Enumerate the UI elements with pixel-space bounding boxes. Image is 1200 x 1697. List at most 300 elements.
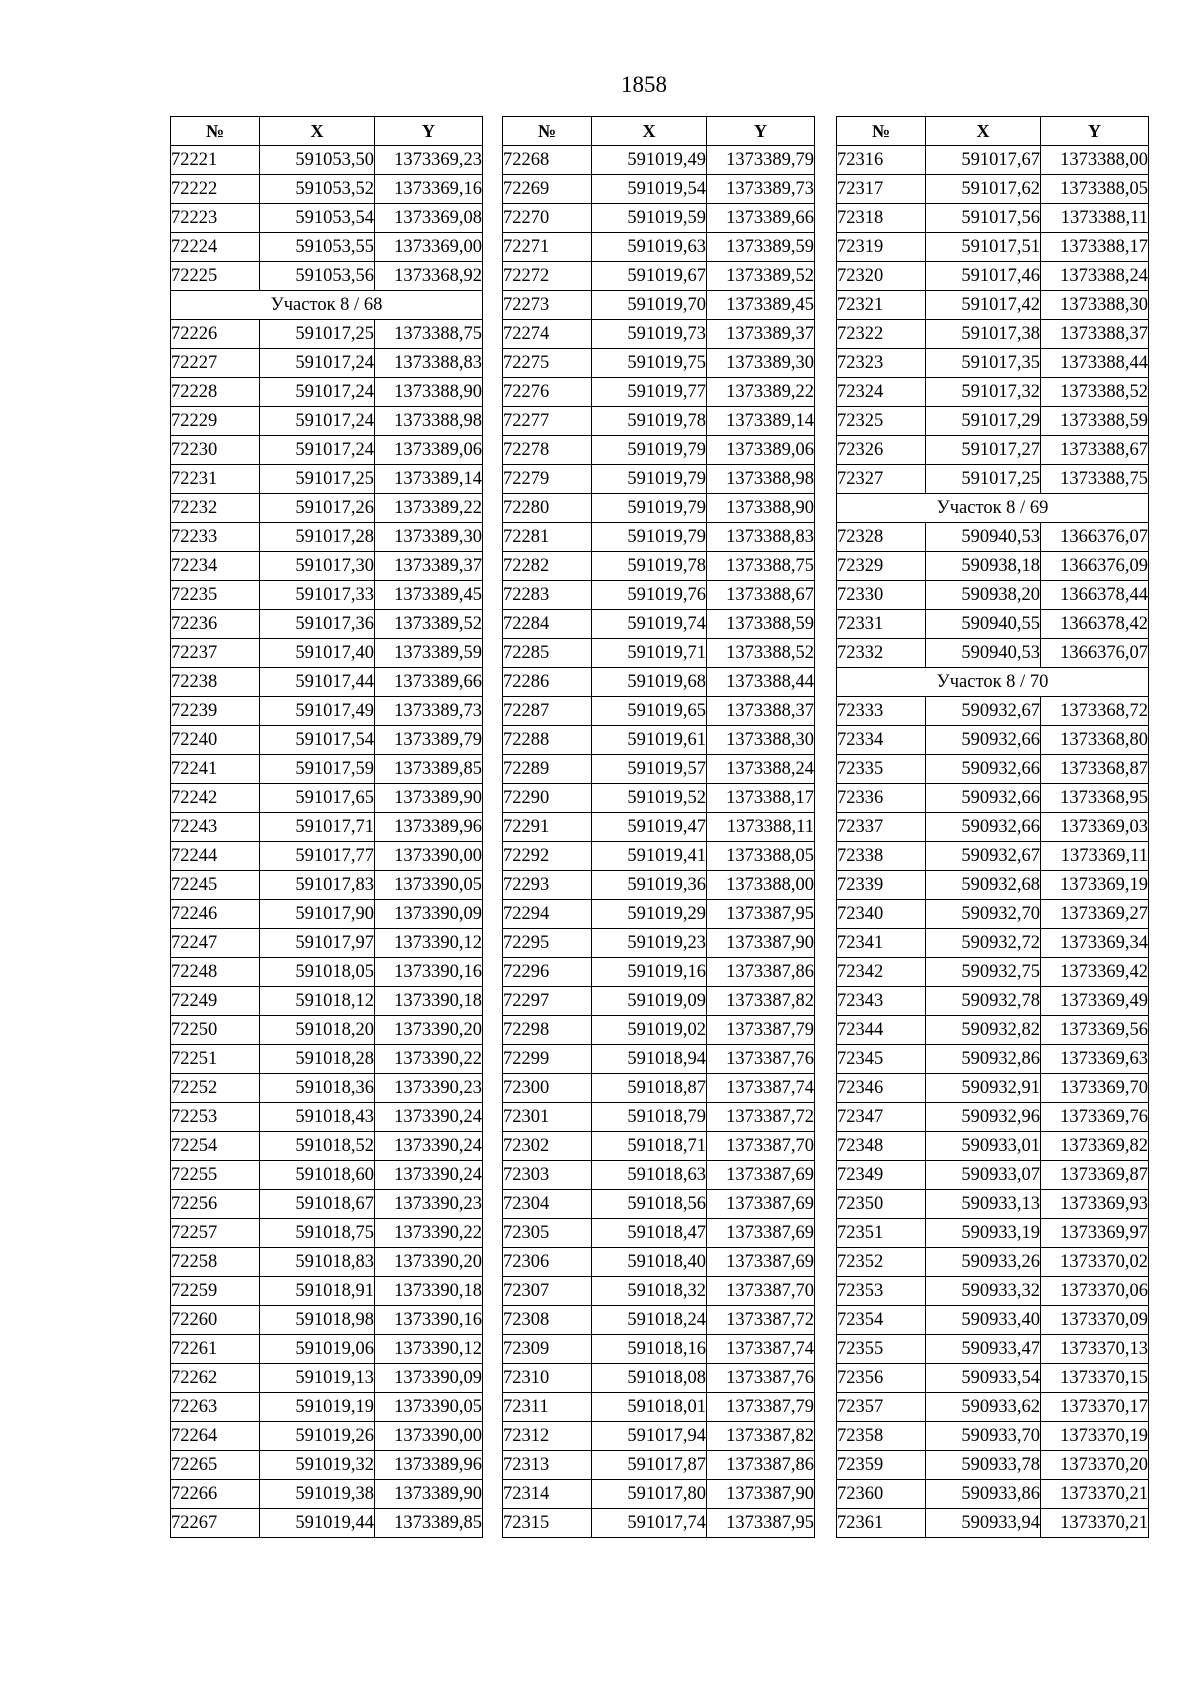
coord-y: 1373389,06 xyxy=(375,436,483,465)
coord-y: 1373388,52 xyxy=(707,639,815,668)
coord-x: 591019,06 xyxy=(260,1335,375,1364)
point-number: 72343 xyxy=(837,987,926,1016)
point-number: 72291 xyxy=(503,813,592,842)
coord-x: 591017,29 xyxy=(926,407,1041,436)
point-number: 72305 xyxy=(503,1219,592,1248)
coord-x: 590933,01 xyxy=(926,1132,1041,1161)
table-row xyxy=(837,1132,1149,1161)
table-row xyxy=(503,668,815,697)
point-number: 72277 xyxy=(503,407,592,436)
table-row xyxy=(503,1248,815,1277)
coord-y: 1373390,24 xyxy=(375,1103,483,1132)
coord-y: 1373390,12 xyxy=(375,929,483,958)
coord-x: 591019,79 xyxy=(592,465,707,494)
coord-y: 1373390,23 xyxy=(375,1190,483,1219)
table-row xyxy=(837,610,1149,639)
coord-y: 1373387,72 xyxy=(707,1306,815,1335)
table-row xyxy=(837,1277,1149,1306)
table-row xyxy=(171,320,483,349)
coord-y: 1373370,02 xyxy=(1041,1248,1149,1277)
coord-y: 1373390,18 xyxy=(375,1277,483,1306)
point-number: 72336 xyxy=(837,784,926,813)
table-row xyxy=(171,1451,483,1480)
coord-x: 590933,62 xyxy=(926,1393,1041,1422)
table-row xyxy=(171,610,483,639)
coord-y: 1373388,30 xyxy=(707,726,815,755)
coord-x: 591018,32 xyxy=(592,1277,707,1306)
point-number: 72350 xyxy=(837,1190,926,1219)
table-row xyxy=(837,262,1149,291)
table-row xyxy=(837,407,1149,436)
table-row xyxy=(503,1393,815,1422)
coord-x: 591053,55 xyxy=(260,233,375,262)
coord-y: 1373388,59 xyxy=(707,610,815,639)
table-row xyxy=(171,1393,483,1422)
coord-x: 590932,72 xyxy=(926,929,1041,958)
coord-y: 1373390,20 xyxy=(375,1248,483,1277)
coord-x: 590932,66 xyxy=(926,784,1041,813)
coord-x: 591018,63 xyxy=(592,1161,707,1190)
coord-y: 1373389,45 xyxy=(707,291,815,320)
table-row xyxy=(171,349,483,378)
table-row xyxy=(171,1045,483,1074)
coord-y: 1373370,06 xyxy=(1041,1277,1149,1306)
coord-x: 590940,55 xyxy=(926,610,1041,639)
point-number: 72222 xyxy=(171,175,260,204)
table-row xyxy=(171,929,483,958)
coord-y: 1373388,00 xyxy=(707,871,815,900)
header-number: № xyxy=(503,117,592,146)
coord-y: 1373388,90 xyxy=(707,494,815,523)
page-number: 1858 xyxy=(621,72,667,97)
table-row xyxy=(171,523,483,552)
point-number: 72328 xyxy=(837,523,926,552)
coord-x: 590940,53 xyxy=(926,639,1041,668)
coord-y: 1373388,98 xyxy=(375,407,483,436)
table-row xyxy=(171,378,483,407)
table-row xyxy=(171,1248,483,1277)
point-number: 72294 xyxy=(503,900,592,929)
table-row xyxy=(837,349,1149,378)
coord-x: 591019,23 xyxy=(592,929,707,958)
header-x: X xyxy=(926,117,1041,146)
point-number: 72283 xyxy=(503,581,592,610)
coord-y: 1373390,16 xyxy=(375,1306,483,1335)
coord-x: 590932,68 xyxy=(926,871,1041,900)
coord-y: 1373387,82 xyxy=(707,1422,815,1451)
section-row xyxy=(837,668,1149,697)
point-number: 72259 xyxy=(171,1277,260,1306)
coord-x: 590932,78 xyxy=(926,987,1041,1016)
coord-x: 591019,49 xyxy=(592,146,707,175)
point-number: 72322 xyxy=(837,320,926,349)
coord-x: 591018,60 xyxy=(260,1161,375,1190)
coord-x: 591053,50 xyxy=(260,146,375,175)
table-row xyxy=(171,1509,483,1538)
coord-x: 591017,25 xyxy=(926,465,1041,494)
coord-x: 590933,54 xyxy=(926,1364,1041,1393)
table-row xyxy=(837,871,1149,900)
coord-y: 1373389,85 xyxy=(375,1509,483,1538)
coord-y: 1373390,22 xyxy=(375,1219,483,1248)
coord-x: 591018,75 xyxy=(260,1219,375,1248)
coord-y: 1373388,11 xyxy=(707,813,815,842)
table-row xyxy=(837,900,1149,929)
point-number: 72314 xyxy=(503,1480,592,1509)
point-number: 72339 xyxy=(837,871,926,900)
table-row xyxy=(503,610,815,639)
coord-x: 591017,26 xyxy=(260,494,375,523)
table-row xyxy=(837,1306,1149,1335)
table-header-row xyxy=(171,117,483,146)
coord-y: 1373388,75 xyxy=(707,552,815,581)
coord-x: 591019,52 xyxy=(592,784,707,813)
point-number: 72318 xyxy=(837,204,926,233)
table-row xyxy=(171,1190,483,1219)
point-number: 72319 xyxy=(837,233,926,262)
table-row xyxy=(503,1306,815,1335)
coord-y: 1373390,05 xyxy=(375,1393,483,1422)
coord-y: 1373390,09 xyxy=(375,1364,483,1393)
coord-y: 1373388,30 xyxy=(1041,291,1149,320)
coord-x: 590933,32 xyxy=(926,1277,1041,1306)
table-header-row xyxy=(503,117,815,146)
coord-y: 1373370,21 xyxy=(1041,1509,1149,1538)
coord-y: 1373389,30 xyxy=(375,523,483,552)
table-row xyxy=(503,755,815,784)
table-row xyxy=(837,1074,1149,1103)
table-row xyxy=(171,1103,483,1132)
coord-y: 1373388,37 xyxy=(707,697,815,726)
point-number: 72338 xyxy=(837,842,926,871)
coord-y: 1373389,73 xyxy=(707,175,815,204)
coord-x: 591019,73 xyxy=(592,320,707,349)
point-number: 72329 xyxy=(837,552,926,581)
point-number: 72331 xyxy=(837,610,926,639)
coord-y: 1373388,17 xyxy=(1041,233,1149,262)
coord-y: 1373389,85 xyxy=(375,755,483,784)
table-row xyxy=(837,755,1149,784)
coord-y: 1373390,24 xyxy=(375,1161,483,1190)
coord-x: 590932,91 xyxy=(926,1074,1041,1103)
point-number: 72237 xyxy=(171,639,260,668)
coord-y: 1373387,79 xyxy=(707,1016,815,1045)
coord-x: 590932,67 xyxy=(926,842,1041,871)
point-number: 72307 xyxy=(503,1277,592,1306)
table-row xyxy=(171,1016,483,1045)
point-number: 72308 xyxy=(503,1306,592,1335)
table-row xyxy=(837,1480,1149,1509)
coord-x: 591017,28 xyxy=(260,523,375,552)
point-number: 72306 xyxy=(503,1248,592,1277)
coord-y: 1373389,79 xyxy=(375,726,483,755)
coord-x: 591018,98 xyxy=(260,1306,375,1335)
coord-x: 591017,24 xyxy=(260,349,375,378)
coord-y: 1373387,86 xyxy=(707,1451,815,1480)
coord-y: 1373368,87 xyxy=(1041,755,1149,784)
point-number: 72340 xyxy=(837,900,926,929)
table-row xyxy=(171,407,483,436)
point-number: 72323 xyxy=(837,349,926,378)
coord-y: 1373387,74 xyxy=(707,1074,815,1103)
coord-y: 1366376,07 xyxy=(1041,639,1149,668)
point-number: 72240 xyxy=(171,726,260,755)
table-row xyxy=(503,291,815,320)
coord-y: 1373388,11 xyxy=(1041,204,1149,233)
coord-y: 1366378,44 xyxy=(1041,581,1149,610)
point-number: 72230 xyxy=(171,436,260,465)
coordinates-table-2 xyxy=(502,116,815,1538)
point-number: 72284 xyxy=(503,610,592,639)
coord-x: 591017,56 xyxy=(926,204,1041,233)
table-row xyxy=(171,1306,483,1335)
point-number: 72231 xyxy=(171,465,260,494)
coord-x: 591019,79 xyxy=(592,523,707,552)
point-number: 72280 xyxy=(503,494,592,523)
coord-y: 1373389,96 xyxy=(375,1451,483,1480)
coord-x: 591019,76 xyxy=(592,581,707,610)
coord-x: 591019,41 xyxy=(592,842,707,871)
coord-y: 1373389,37 xyxy=(707,320,815,349)
table-row xyxy=(503,726,815,755)
coord-y: 1373388,90 xyxy=(375,378,483,407)
table-row xyxy=(171,842,483,871)
coord-x: 591019,19 xyxy=(260,1393,375,1422)
coord-x: 591017,33 xyxy=(260,581,375,610)
point-number: 72296 xyxy=(503,958,592,987)
table-row xyxy=(171,987,483,1016)
coord-x: 591018,71 xyxy=(592,1132,707,1161)
coord-y: 1373388,05 xyxy=(707,842,815,871)
table-row xyxy=(503,204,815,233)
table-row xyxy=(171,1074,483,1103)
point-number: 72263 xyxy=(171,1393,260,1422)
table-row xyxy=(171,1277,483,1306)
point-number: 72226 xyxy=(171,320,260,349)
coord-y: 1373370,17 xyxy=(1041,1393,1149,1422)
coord-y: 1373388,05 xyxy=(1041,175,1149,204)
table-row xyxy=(171,900,483,929)
coord-x: 591019,44 xyxy=(260,1509,375,1538)
point-number: 72282 xyxy=(503,552,592,581)
point-number: 72316 xyxy=(837,146,926,175)
coord-x: 591017,25 xyxy=(260,320,375,349)
coord-x: 591017,87 xyxy=(592,1451,707,1480)
table-row xyxy=(171,204,483,233)
coord-x: 591017,80 xyxy=(592,1480,707,1509)
coord-x: 590932,96 xyxy=(926,1103,1041,1132)
point-number: 72302 xyxy=(503,1132,592,1161)
coord-x: 590933,86 xyxy=(926,1480,1041,1509)
coord-x: 591018,16 xyxy=(592,1335,707,1364)
coord-x: 591019,16 xyxy=(592,958,707,987)
point-number: 72325 xyxy=(837,407,926,436)
coord-x: 591018,43 xyxy=(260,1103,375,1132)
point-number: 72265 xyxy=(171,1451,260,1480)
coord-y: 1373389,59 xyxy=(707,233,815,262)
table-row xyxy=(171,581,483,610)
coordinates-table-1 xyxy=(170,116,483,1538)
point-number: 72232 xyxy=(171,494,260,523)
coord-y: 1373388,83 xyxy=(707,523,815,552)
point-number: 72286 xyxy=(503,668,592,697)
coord-y: 1373390,00 xyxy=(375,1422,483,1451)
coord-y: 1373387,70 xyxy=(707,1132,815,1161)
coord-x: 591018,20 xyxy=(260,1016,375,1045)
coord-y: 1373368,80 xyxy=(1041,726,1149,755)
header-number: № xyxy=(837,117,926,146)
coord-x: 591018,91 xyxy=(260,1277,375,1306)
point-number: 72327 xyxy=(837,465,926,494)
coord-x: 591017,46 xyxy=(926,262,1041,291)
coord-y: 1373369,34 xyxy=(1041,929,1149,958)
coord-x: 591017,30 xyxy=(260,552,375,581)
coord-y: 1373389,59 xyxy=(375,639,483,668)
coord-y: 1373388,44 xyxy=(1041,349,1149,378)
coord-x: 591019,02 xyxy=(592,1016,707,1045)
coord-x: 591018,05 xyxy=(260,958,375,987)
coord-y: 1373369,56 xyxy=(1041,1016,1149,1045)
coord-x: 590932,66 xyxy=(926,726,1041,755)
coord-y: 1373390,20 xyxy=(375,1016,483,1045)
point-number: 72311 xyxy=(503,1393,592,1422)
header-y: Y xyxy=(375,117,483,146)
table-row xyxy=(171,1132,483,1161)
coord-y: 1373369,03 xyxy=(1041,813,1149,842)
coord-x: 591018,87 xyxy=(592,1074,707,1103)
coord-x: 591017,77 xyxy=(260,842,375,871)
table-row xyxy=(171,639,483,668)
coord-y: 1373369,00 xyxy=(375,233,483,262)
coord-y: 1373388,75 xyxy=(1041,465,1149,494)
coord-x: 591018,12 xyxy=(260,987,375,1016)
table-row xyxy=(503,784,815,813)
table-row xyxy=(503,929,815,958)
table-row xyxy=(503,813,815,842)
table-row xyxy=(503,1016,815,1045)
coord-y: 1373369,19 xyxy=(1041,871,1149,900)
table-row xyxy=(837,523,1149,552)
table-row xyxy=(503,436,815,465)
point-number: 72253 xyxy=(171,1103,260,1132)
coord-y: 1373370,09 xyxy=(1041,1306,1149,1335)
point-number: 72299 xyxy=(503,1045,592,1074)
coord-x: 590933,70 xyxy=(926,1422,1041,1451)
coord-x: 591019,68 xyxy=(592,668,707,697)
coord-y: 1373389,90 xyxy=(375,1480,483,1509)
header-y: Y xyxy=(1041,117,1149,146)
point-number: 72271 xyxy=(503,233,592,262)
point-number: 72330 xyxy=(837,581,926,610)
coord-y: 1373370,21 xyxy=(1041,1480,1149,1509)
point-number: 72227 xyxy=(171,349,260,378)
coord-y: 1373389,14 xyxy=(707,407,815,436)
table-row xyxy=(837,465,1149,494)
coord-x: 591017,90 xyxy=(260,900,375,929)
table-row xyxy=(837,958,1149,987)
table-row xyxy=(503,465,815,494)
coord-x: 590940,53 xyxy=(926,523,1041,552)
table-row xyxy=(837,1190,1149,1219)
table-row xyxy=(837,1509,1149,1538)
section-title: Участок 8 / 68 xyxy=(171,291,483,320)
table-row xyxy=(503,1480,815,1509)
coord-y: 1373370,20 xyxy=(1041,1451,1149,1480)
coord-x: 590938,18 xyxy=(926,552,1041,581)
coord-x: 591017,40 xyxy=(260,639,375,668)
coord-y: 1373368,95 xyxy=(1041,784,1149,813)
point-number: 72241 xyxy=(171,755,260,784)
coord-y: 1373389,96 xyxy=(375,813,483,842)
point-number: 72266 xyxy=(171,1480,260,1509)
coord-y: 1373368,72 xyxy=(1041,697,1149,726)
coord-y: 1373387,69 xyxy=(707,1219,815,1248)
point-number: 72256 xyxy=(171,1190,260,1219)
table-row xyxy=(837,813,1149,842)
coord-y: 1373388,24 xyxy=(707,755,815,784)
table-row xyxy=(171,175,483,204)
coord-x: 591019,63 xyxy=(592,233,707,262)
table-row xyxy=(503,958,815,987)
coord-y: 1373390,22 xyxy=(375,1045,483,1074)
section-title: Участок 8 / 70 xyxy=(837,668,1149,697)
point-number: 72321 xyxy=(837,291,926,320)
coord-y: 1373369,70 xyxy=(1041,1074,1149,1103)
table-row xyxy=(503,1422,815,1451)
point-number: 72317 xyxy=(837,175,926,204)
coord-x: 591053,52 xyxy=(260,175,375,204)
coord-y: 1373387,76 xyxy=(707,1045,815,1074)
point-number: 72359 xyxy=(837,1451,926,1480)
coord-y: 1373388,00 xyxy=(1041,146,1149,175)
coord-y: 1373388,52 xyxy=(1041,378,1149,407)
point-number: 72255 xyxy=(171,1161,260,1190)
coord-x: 591019,57 xyxy=(592,755,707,784)
point-number: 72346 xyxy=(837,1074,926,1103)
table-row xyxy=(503,494,815,523)
coord-x: 591019,38 xyxy=(260,1480,375,1509)
table-row xyxy=(503,1219,815,1248)
point-number: 72243 xyxy=(171,813,260,842)
coord-x: 590933,94 xyxy=(926,1509,1041,1538)
table-row xyxy=(837,929,1149,958)
table-row xyxy=(503,523,815,552)
table-row xyxy=(837,233,1149,262)
table-row xyxy=(503,581,815,610)
coord-x: 591017,32 xyxy=(926,378,1041,407)
table-row xyxy=(171,1422,483,1451)
table-header-row xyxy=(837,117,1149,146)
coord-x: 591018,52 xyxy=(260,1132,375,1161)
coord-y: 1373387,72 xyxy=(707,1103,815,1132)
coord-y: 1373390,24 xyxy=(375,1132,483,1161)
point-number: 72251 xyxy=(171,1045,260,1074)
table-row xyxy=(503,1364,815,1393)
coord-y: 1373388,17 xyxy=(707,784,815,813)
coord-y: 1373387,70 xyxy=(707,1277,815,1306)
coord-y: 1373387,74 xyxy=(707,1335,815,1364)
table-row xyxy=(837,1335,1149,1364)
table-row xyxy=(837,1161,1149,1190)
coord-y: 1373388,75 xyxy=(375,320,483,349)
point-number: 72268 xyxy=(503,146,592,175)
point-number: 72236 xyxy=(171,610,260,639)
coord-x: 591018,56 xyxy=(592,1190,707,1219)
table-row xyxy=(171,784,483,813)
point-number: 72250 xyxy=(171,1016,260,1045)
table-row xyxy=(503,1132,815,1161)
point-number: 72260 xyxy=(171,1306,260,1335)
